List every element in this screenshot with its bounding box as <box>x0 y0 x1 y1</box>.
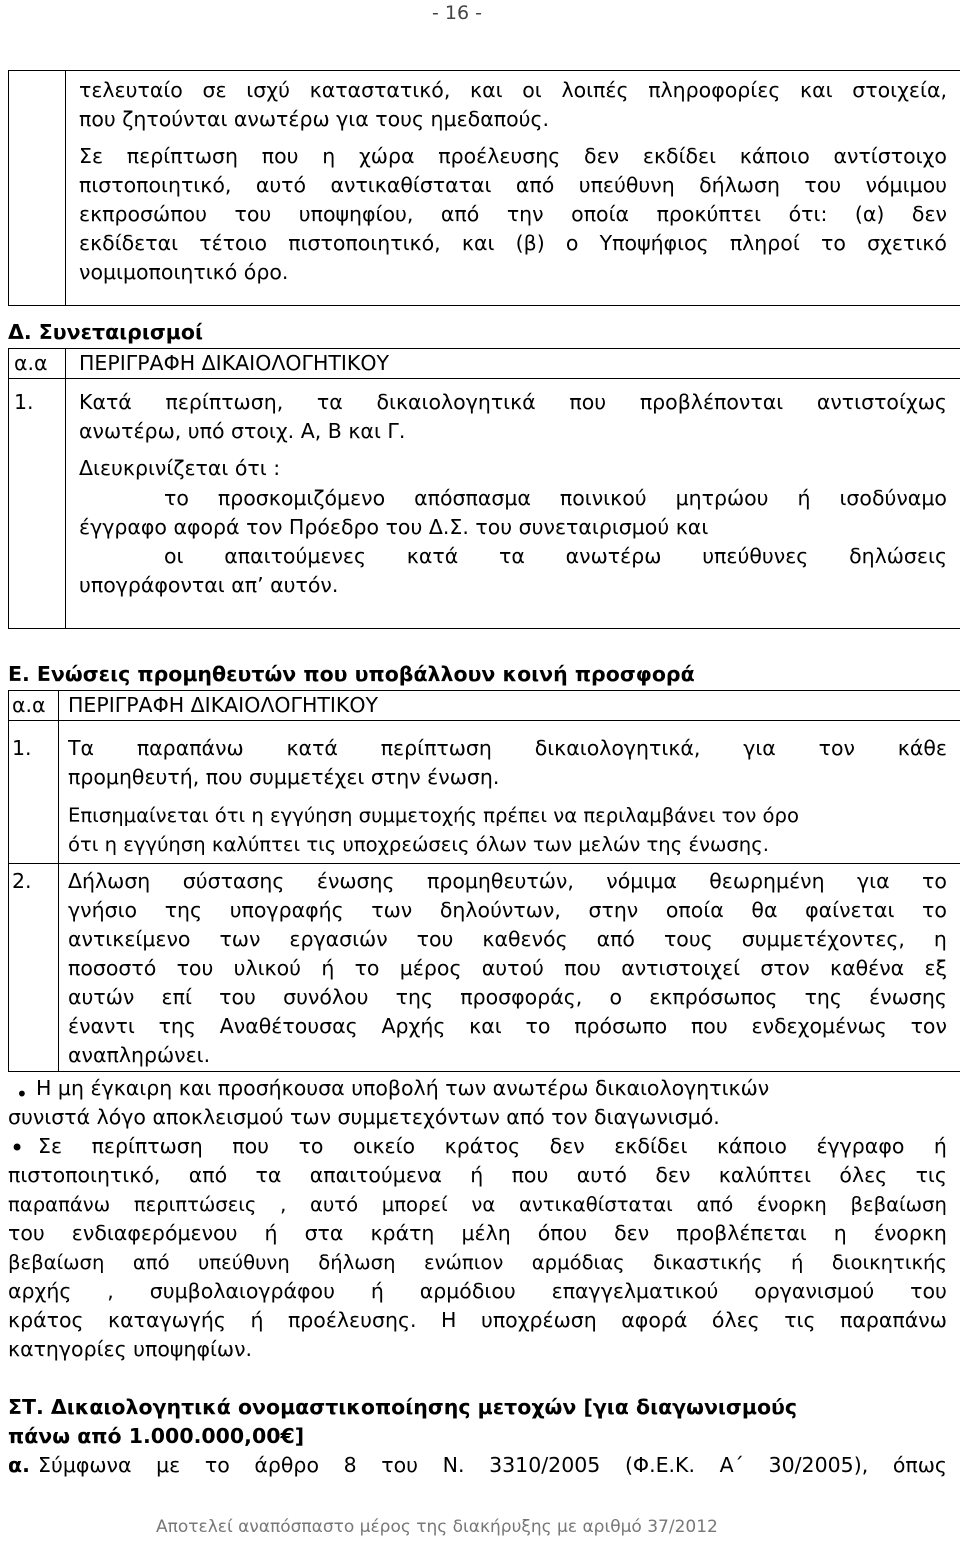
col-label: α.α <box>14 351 48 375</box>
text-line: εκδίδεται τέτοιο πιστοποιητικό, και (β) ο Υποψήφιος πληροί το σχετικό <box>79 231 947 255</box>
text-line: Σε περίπτωση που η χώρα προέλευσης δεν εκδίδει κάποιο αντίστοιχο <box>79 144 947 168</box>
text-line: τελευταίο σε ισχύ καταστατικό, και οι λοιπές πληροφορίες και στοιχεία, <box>79 78 947 102</box>
text-line: κατηγορίες υποψηφίων. <box>8 1337 253 1361</box>
row-number: 1. <box>12 736 32 760</box>
bullet-icon: • <box>10 1134 25 1162</box>
page-number: - 16 - <box>432 2 482 24</box>
text-line: νομιμοποιητικό όρο. <box>79 260 289 284</box>
section-e-heading: Ε. Ενώσεις προμηθευτών που υποβάλλουν κοινή προσφορά <box>8 662 695 686</box>
text-line: βεβαίωση από υπεύθυνη δήλωση ενώπιον αρμόδιας δικαστικής ή διοικητικής <box>8 1251 947 1274</box>
text-line: πιστοποιητικό, από τα απαιτούμενα ή που αυτό δεν καλύπτει όλες τις <box>8 1163 947 1187</box>
col-label: α.α <box>12 693 46 717</box>
text-line: αυτών επί του συνόλου της προσφοράς, ο εκπρόσωπος της ένωσης <box>68 985 947 1009</box>
text-line: αναπληρώνει. <box>68 1043 211 1067</box>
text-line: Διευκρινίζεται ότι : <box>79 456 281 480</box>
text-line: πιστοποιητικό, αυτό αντικαθίσταται από υπεύθυνη δήλωση του νόμιμου <box>79 173 947 197</box>
text-line: Κατά περίπτωση, τα δικαιολογητικά που προβλέπονται αντιστοίχως <box>79 390 947 414</box>
text-line: ποσοστό του υλικού ή το μέρος αυτού που αντιστοιχεί στον καθένα εξ <box>68 956 947 980</box>
text-line: εκπροσώπου του υποψηφίου, από την οποία προκύπτει ότι: (α) δεν <box>79 202 947 226</box>
row-number: 2. <box>12 869 32 893</box>
text-line: έγγραφο αφορά τον Πρόεδρο του Δ.Σ. του συνεταιρισμού και <box>79 515 709 539</box>
text-line: Η μη έγκαιρη και προσήκουσα υποβολή των ανωτέρω δικαιολογητικών <box>36 1076 770 1100</box>
text-line: Σε περίπτωση που το οικείο κράτος δεν εκδίδει κάποιο έγγραφο ή <box>38 1134 947 1158</box>
text-line: ότι η εγγύηση καλύπτει τις υποχρεώσεις όλων των μελών της ένωσης. <box>68 833 769 856</box>
section-st-heading: πάνω από 1.000.000,00€] <box>8 1424 305 1448</box>
text-line: προμηθευτή, που συμμετέχει στην ένωση. <box>68 765 500 789</box>
bullet-icon: • <box>16 1082 28 1106</box>
text-line: οι απαιτούμενες κατά τα ανωτέρω υπεύθυνες δηλώσεις <box>164 544 947 568</box>
text-line: αντικείμενο των εργασιών του καθενός από τους συμμετέχοντες, η <box>68 927 947 951</box>
text-line: Σύμφωνα με το άρθρο 8 του Ν. 3310/2005 (Φ.Ε.Κ. Α΄ 30/2005), όπως <box>38 1453 947 1477</box>
text-line: το προσκομιζόμενο απόσπασμα ποινικού μητρώου ή ισοδύναμο <box>164 486 947 510</box>
col-header: ΠΕΡΙΓΡΑΦΗ ΔΙΚΑΙΟΛΟΓΗΤΙΚΟΥ <box>79 351 390 375</box>
paragraph-label: α. <box>8 1453 30 1477</box>
section-d-heading: Δ. Συνεταιρισμοί <box>8 320 203 344</box>
text-line: του ενδιαφερόμενου ή στα κράτη μέλη όπου δεν προβλέπεται η ένορκη <box>8 1221 947 1245</box>
row-number: 1. <box>14 390 34 414</box>
page-footer: Αποτελεί αναπόσπαστο μέρος της διακήρυξης με αριθμό 37/2012 <box>156 1517 718 1537</box>
text-line: Επισημαίνεται ότι η εγγύηση συμμετοχής πρέπει να περιλαμβάνει τον όρο <box>68 804 799 827</box>
text-line: γνήσιο της υπογραφής των δηλούντων, στην οποία θα φαίνεται το <box>68 898 947 922</box>
section-st-heading: ΣΤ. Δικαιολογητικά ονομαστικοποίησης μετοχών [για διαγωνισμούς <box>8 1395 798 1419</box>
col-header: ΠΕΡΙΓΡΑΦΗ ΔΙΚΑΙΟΛΟΓΗΤΙΚΟΥ <box>68 693 379 717</box>
text-line: Τα παραπάνω κατά περίπτωση δικαιολογητικά, για τον κάθε <box>68 736 947 760</box>
text-line: συνιστά λόγο αποκλεισμού των συμμετεχόντων από τον διαγωνισμό. <box>8 1105 720 1129</box>
text-line: ανωτέρω, υπό στοιχ. Α, Β και Γ. <box>79 419 406 443</box>
text-line: υπογράφονται απ’ αυτόν. <box>79 573 339 597</box>
text-line: κράτος καταγωγής ή προέλευσης. Η υποχρέωση αφορά όλες τις παραπάνω <box>8 1308 947 1332</box>
text-line: αρχής , συμβολαιογράφου ή αρμόδιου επαγγελματικού οργανισμού του <box>8 1279 947 1303</box>
text-line: που ζητούνται ανωτέρω για τους ημεδαπούς. <box>79 107 550 131</box>
text-line: έναντι της Αναθέτουσας Αρχής και το πρόσωπο που ενδεχομένως τον <box>68 1014 947 1038</box>
text-line: παραπάνω περιπτώσεις , αυτό μπορεί να αντικαθίσταται από ένορκη βεβαίωση <box>8 1193 947 1216</box>
text-line: Δήλωση σύστασης ένωσης προμηθευτών, νόμιμα θεωρημένη για το <box>68 869 947 893</box>
